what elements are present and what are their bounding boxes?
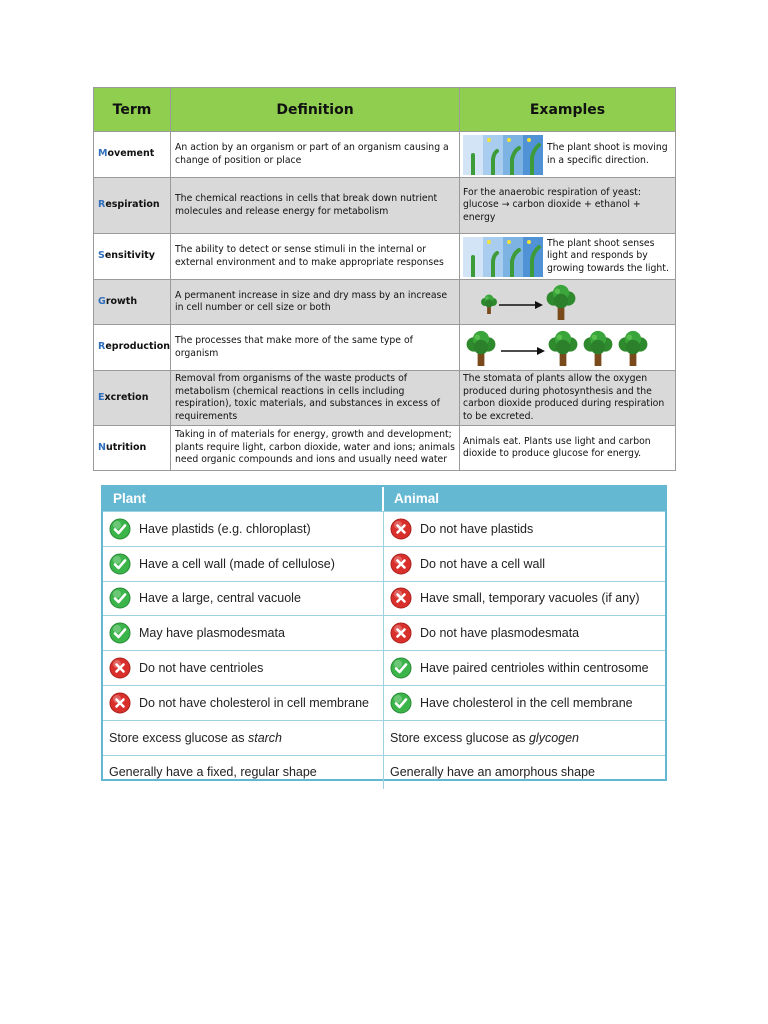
- term-initial: E: [98, 391, 105, 403]
- definition-header: Definition: [171, 88, 460, 132]
- comparison-row: [103, 615, 665, 650]
- term-initial: R: [98, 341, 106, 353]
- term-rest: xcretion: [104, 391, 149, 403]
- animal-storage-prefix: Store excess glucose as: [390, 730, 529, 745]
- comparison-header-row: [103, 487, 665, 511]
- animal-cell: [384, 582, 665, 616]
- check-icon: [109, 518, 131, 540]
- comparison-row: [103, 685, 665, 720]
- animal-cell: [384, 756, 665, 790]
- plant-header: Plant: [103, 487, 384, 511]
- examples-header: Examples: [460, 88, 676, 132]
- comparison-row: [103, 511, 665, 546]
- plant-storage-prefix: Store excess glucose as: [109, 730, 248, 745]
- characteristics-table: [93, 87, 676, 471]
- animal-cell: [384, 512, 665, 546]
- definition-respiration: The chemical reactions in cells that break down nutrient molecules and release energy for metabolism: [171, 178, 460, 234]
- animal-cell: [384, 651, 665, 685]
- animal-cell: [384, 547, 665, 581]
- animal-feature: Do not have plasmodesmata: [420, 626, 580, 641]
- plant-feature: Do not have cholesterol in cell membrane: [139, 695, 369, 710]
- plant-storage-molecule: starch: [247, 730, 283, 745]
- comparison-row-shape: [103, 755, 665, 790]
- definition-nutrition: Taking in of materials for energy, growth and development; plants require light, carbon dioxide, water and ions; animals need organic compounds and ions and usually need water: [171, 426, 460, 471]
- plant-feature: Have a large, central vacuole: [139, 591, 301, 606]
- animal-feature: Do not have plastids: [420, 521, 534, 536]
- plant-cell: [103, 616, 384, 650]
- animal-storage-molecule: glycogen: [528, 730, 580, 745]
- example-reproduction: [460, 325, 676, 371]
- tree-growth-image: [463, 282, 603, 322]
- term-rest: ensitivity: [104, 250, 155, 262]
- comparison-row: [103, 546, 665, 581]
- row-movement: [94, 132, 676, 178]
- definition-reproduction: The processes that make more of the same type of organism: [171, 325, 460, 371]
- cross-icon: [109, 657, 131, 679]
- check-icon: [109, 553, 131, 575]
- plant-shoot-bending-image: [463, 135, 543, 175]
- cross-icon: [390, 587, 412, 609]
- tree-reproduction-image: [463, 327, 673, 369]
- term-initial: M: [98, 148, 108, 160]
- term-initial: R: [98, 199, 106, 211]
- term-movement: [94, 132, 171, 178]
- comparison-row-storage: [103, 720, 665, 755]
- comparison-row: [103, 650, 665, 685]
- example-growth: [460, 280, 676, 325]
- term-sensitivity: [94, 234, 171, 280]
- comparison-row: [103, 581, 665, 616]
- animal-feature: Have small, temporary vacuoles (if any): [420, 591, 640, 606]
- plant-feature: Have plastids (e.g. chloroplast): [139, 521, 311, 536]
- example-movement-text: The plant shoot is moving in a specific direction.: [547, 142, 668, 166]
- term-reproduction: [94, 325, 171, 371]
- definition-excretion: Removal from organisms of the waste products of metabolism (chemical reactions in cells including respiration), toxic materials, and substances in excess of requirements: [171, 371, 460, 426]
- cross-icon: [390, 553, 412, 575]
- term-initial: S: [98, 250, 105, 262]
- animal-header: Animal: [394, 491, 440, 506]
- plant-cell: [103, 756, 384, 790]
- term-initial: N: [98, 441, 106, 453]
- plant-cell: [103, 512, 384, 546]
- term-header: Term: [94, 88, 171, 132]
- term-excretion: [94, 371, 171, 426]
- check-icon: [109, 622, 131, 644]
- term-rest: utrition: [105, 441, 147, 453]
- definition-sensitivity: The ability to detect or sense stimuli in the internal or external environment and to make appropriate responses: [171, 234, 460, 280]
- term-growth: [94, 280, 171, 325]
- plant-cell: [103, 547, 384, 581]
- animal-cell: [384, 686, 665, 720]
- plant-cell: [103, 721, 384, 755]
- plant-feature: Have a cell wall (made of cellulose): [139, 556, 335, 571]
- row-reproduction: [94, 325, 676, 371]
- term-initial: G: [98, 295, 106, 307]
- row-excretion: [94, 371, 676, 426]
- plant-feature: Generally have a fixed, regular shape: [109, 765, 317, 780]
- animal-feature: [390, 731, 579, 745]
- definition-movement: An action by an organism or part of an organism causing a change of position or place: [171, 132, 460, 178]
- term-rest: eproduction: [105, 341, 171, 353]
- example-sensitivity-text: The plant shoot senses light and responds by growing towards the light.: [547, 237, 669, 274]
- definition-growth: A permanent increase in size and dry mass by an increase in cell number or cell size or both: [171, 280, 460, 325]
- term-rest: espiration: [105, 199, 160, 211]
- plant-cell: [103, 686, 384, 720]
- check-icon: [109, 587, 131, 609]
- animal-cell: [384, 616, 665, 650]
- characteristics-header-row: [94, 88, 676, 132]
- check-icon: [390, 657, 412, 679]
- animal-feature: Have paired centrioles within centrosome: [420, 661, 649, 676]
- row-sensitivity: [94, 234, 676, 280]
- plant-cell: [103, 651, 384, 685]
- example-movement: [460, 132, 676, 178]
- cross-icon: [109, 692, 131, 714]
- row-respiration: [94, 178, 676, 234]
- example-respiration: For the anaerobic respiration of yeast: glucose → carbon dioxide + ethanol + energy: [460, 178, 676, 234]
- plant-animal-comparison-table: [101, 485, 667, 781]
- term-rest: rowth: [105, 295, 138, 307]
- row-growth: [94, 280, 676, 325]
- term-nutrition: [94, 426, 171, 471]
- row-nutrition: [94, 426, 676, 471]
- plant-feature: May have plasmodesmata: [139, 626, 285, 641]
- check-icon: [390, 692, 412, 714]
- cross-icon: [390, 518, 412, 540]
- example-sensitivity: [460, 234, 676, 280]
- animal-feature: Have cholesterol in the cell membrane: [420, 695, 633, 710]
- example-nutrition: Animals eat. Plants use light and carbon dioxide to produce glucose for energy.: [460, 426, 676, 471]
- plant-shoot-light-image: [463, 237, 543, 277]
- plant-feature: Do not have centrioles: [139, 661, 264, 676]
- cross-icon: [390, 622, 412, 644]
- example-excretion: The stomata of plants allow the oxygen produced during photosynthesis and the carbon dioxide produced during respiration to be excreted.: [460, 371, 676, 426]
- plant-cell: [103, 582, 384, 616]
- animal-cell: [384, 721, 665, 755]
- animal-feature: Generally have an amorphous shape: [390, 765, 595, 780]
- animal-feature: Do not have a cell wall: [420, 556, 546, 571]
- term-respiration: [94, 178, 171, 234]
- term-rest: ovement: [107, 148, 155, 160]
- plant-feature: [109, 731, 282, 745]
